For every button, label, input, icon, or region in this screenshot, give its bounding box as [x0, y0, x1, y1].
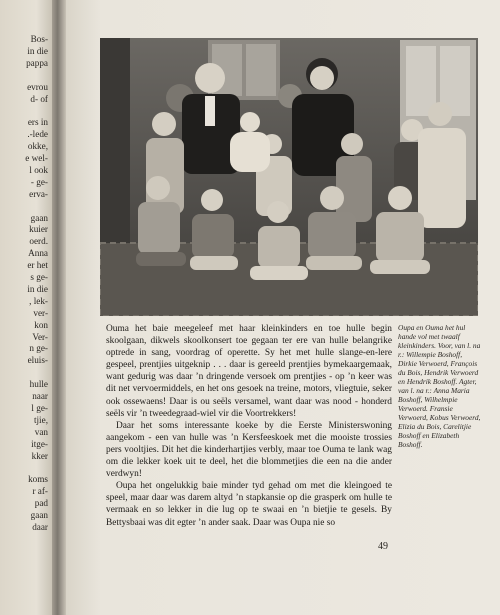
photo-caption: Oupa en Ouma het hul hande vol met twaalf kleinkinders. Voor, van l. na r.: Willempie Boshoff, Dirkie Verwoerd, François du Bois, Hendrik Verwoerd en Hendrik Boshoff. Agter, van l. na r.: Anna Maria Boshoff, Wilhelmpie Verwoerd. Fransie Verwoerd, Kobus Verwoerd, Elizia du Bois, Carelitjie Boshoff en Elizabeth Boshoff. [398, 323, 481, 449]
left-page-fragment: e wel- [25, 153, 48, 163]
left-page-fragment: koms [28, 474, 48, 485]
left-page-fragment: - ge- [30, 176, 48, 187]
left-page-fragment: in die [27, 45, 48, 56]
paragraph-3: Oupa het ongelukkig baie minder tyd gehad om met die kleingoed te speel, maar daar was darem altyd ’n stapkansie op die grasperk om hulle te vermaak en so lekker in die lug op te swaai en ’n bietjie te gesels. By Bettysbaai was dit egter ’n ander saak. Daar was Oupa nie so [106, 481, 392, 528]
photo-illustration [100, 38, 478, 316]
left-page-fragment: gaan [30, 212, 48, 223]
left-page-fragment: ver- [33, 307, 48, 318]
left-page-fragment: evrou [27, 81, 48, 92]
previous-page-edge [0, 0, 52, 615]
main-text [106, 323, 392, 529]
left-page-fragment: gaan [30, 510, 48, 520]
left-page-fragment: ers in [27, 117, 48, 128]
book-gutter [52, 0, 66, 615]
left-page-fragment: , lek- [29, 295, 48, 306]
left-page-fragment: Ver- [32, 331, 48, 342]
left-page-fragment: daar [32, 521, 48, 532]
left-page-fragment: r af- [32, 486, 48, 497]
page-number: 49 [378, 541, 388, 552]
family-photograph [100, 38, 478, 316]
left-page-fragment: n ge- [29, 343, 48, 354]
left-page-fragment: eluis- [27, 355, 48, 366]
paragraph-2: Daar het soms interessante koeke by die Eerste Ministerswoning aangekom - een van hulle was ’n Kersfeeskoek met die mooiste trossies pers vooltjies. Dit het die kinderhartjies verbly, maar toe Ouma te lank wag om die lekker koek uit te deel, het die blommetjies die een na die ander verdwyn! [106, 420, 392, 480]
left-page-fragment: kker [31, 450, 48, 461]
left-page-fragment: oerd. [29, 236, 48, 247]
left-page-fragment: .-lede [27, 129, 48, 140]
left-page-fragment: pad [34, 498, 48, 509]
left-page-fragment: in die [27, 283, 48, 294]
left-page-fragment: l ge- [31, 402, 48, 413]
left-page-fragment: kuier [29, 224, 48, 235]
left-page-fragment: naar [32, 391, 48, 401]
left-page-fragment: l ook [29, 164, 48, 175]
left-page-fragment: Bos- [30, 34, 48, 44]
left-page-fragment: itge- [31, 438, 48, 449]
left-page-fragment: s ge- [30, 272, 48, 282]
left-page-fragment: okke, [27, 141, 48, 152]
left-page-fragment: pappa [26, 57, 48, 68]
left-page-fragment: hulle [29, 379, 48, 390]
left-page-fragment: er het [27, 260, 48, 271]
left-page-fragment: erva- [29, 188, 48, 199]
left-page-fragment: tjie, [33, 414, 48, 425]
left-page-fragment: Anna [28, 248, 48, 259]
left-page-fragment: kon [34, 319, 48, 330]
paragraph-1: Ouma het baie meegeleef met haar kleinkinders en toe hulle begin skoolgaan, dikwels skoolkonsert toe gegaan ter ere van hulle belangrike optrede in sang, voordrag of operette. Sy het met hulle slange-en-lere gespeel, prentjies uitgeknip . . . daar is gereeld prentjies bymekaargemaak, want gedurig was daar ’n dringende versoek om prentjies - op ’n keer was dit net vervoermiddels, en het ons gesoek na treine, motors, vliegtuie, seker ook ossewaens! Daar is ou seëls versamel, want daar was nood - honderd seëls vir ’n tweedegraad-wiel vir die Voortrekkers! [106, 324, 392, 419]
left-page-fragment: van [34, 426, 48, 437]
left-page-fragment: d- of [30, 93, 48, 104]
